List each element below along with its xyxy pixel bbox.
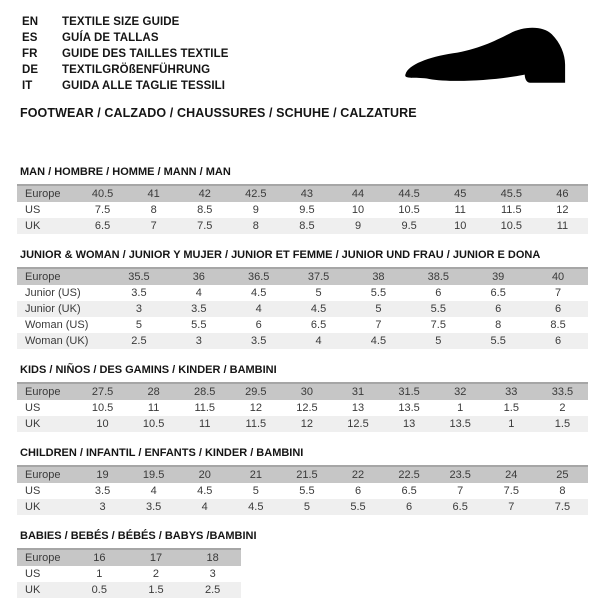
size-cell: 6 xyxy=(332,483,383,499)
row-label: Europe xyxy=(17,383,77,400)
size-cell: 9 xyxy=(332,218,383,234)
size-cell: 30 xyxy=(281,383,332,400)
size-cell: 19.5 xyxy=(128,466,179,483)
size-cell: 3.5 xyxy=(77,483,128,499)
size-cell: 1.5 xyxy=(128,582,185,598)
table-row xyxy=(17,383,588,400)
row-label: Europe xyxy=(17,185,77,202)
size-cell: 44.5 xyxy=(384,185,435,202)
size-cell: 5.5 xyxy=(281,483,332,499)
size-cell: 11.5 xyxy=(230,416,281,432)
size-cell: 4.5 xyxy=(179,483,230,499)
size-cell: 12 xyxy=(537,202,588,218)
size-cell: 11 xyxy=(435,202,486,218)
section-title-children: CHILDREN / INFANTIL / ENFANTS / KINDER / BAMBINI xyxy=(20,447,304,459)
size-cell: 1 xyxy=(435,400,486,416)
size-cell: 1 xyxy=(71,566,128,582)
section-man xyxy=(17,166,588,234)
size-cell: 23.5 xyxy=(435,466,486,483)
section-kids xyxy=(17,364,588,432)
size-cell: 6.5 xyxy=(435,499,486,515)
size-cell: 4.5 xyxy=(349,333,409,349)
size-cell: 10.5 xyxy=(486,218,537,234)
row-label: US xyxy=(17,400,77,416)
language-code: EN xyxy=(22,16,39,28)
size-cell: 7 xyxy=(349,317,409,333)
size-cell: 4 xyxy=(128,483,179,499)
row-label: Europe xyxy=(17,268,109,285)
dress-shoe-icon xyxy=(396,20,586,98)
size-cell: 3.5 xyxy=(229,333,289,349)
size-cell: 4.5 xyxy=(289,301,349,317)
language-text: GUÍA DE TALLAS xyxy=(62,32,159,44)
size-cell: 24 xyxy=(486,466,537,483)
table-row xyxy=(17,285,588,301)
size-cell: 10 xyxy=(435,218,486,234)
size-table-babies xyxy=(17,548,241,598)
size-cell: 6.5 xyxy=(289,317,349,333)
size-cell: 39 xyxy=(468,268,528,285)
size-cell: 6 xyxy=(229,317,289,333)
table-row xyxy=(17,185,588,202)
size-cell: 10.5 xyxy=(77,400,128,416)
size-cell: 10.5 xyxy=(128,416,179,432)
row-label: UK xyxy=(17,218,77,234)
size-cell: 7.5 xyxy=(486,483,537,499)
size-cell: 42 xyxy=(179,185,230,202)
size-cell: 6 xyxy=(528,333,588,349)
row-label: Junior (UK) xyxy=(17,301,109,317)
table-row xyxy=(17,499,588,515)
language-code: IT xyxy=(22,80,33,92)
language-code: DE xyxy=(22,64,39,76)
size-cell: 6.5 xyxy=(77,218,128,234)
size-cell: 13 xyxy=(384,416,435,432)
row-label: Europe xyxy=(17,549,71,566)
size-cell: 45 xyxy=(435,185,486,202)
size-cell: 11 xyxy=(537,218,588,234)
size-cell: 6 xyxy=(408,285,468,301)
size-table-junior-woman xyxy=(17,267,588,349)
size-cell: 4.5 xyxy=(230,499,281,515)
size-cell: 5.5 xyxy=(408,301,468,317)
size-cell: 36.5 xyxy=(229,268,289,285)
size-cell: 9.5 xyxy=(384,218,435,234)
size-cell: 18 xyxy=(184,549,241,566)
table-row xyxy=(17,466,588,483)
table-row xyxy=(17,268,588,285)
size-cell: 31.5 xyxy=(384,383,435,400)
size-table-man xyxy=(17,184,588,234)
size-cell: 40 xyxy=(528,268,588,285)
table-row xyxy=(17,333,588,349)
table-row xyxy=(17,218,588,234)
size-cell: 11.5 xyxy=(486,202,537,218)
section-title-man: MAN / HOMBRE / HOMME / MANN / MAN xyxy=(20,166,231,178)
size-cell: 4 xyxy=(229,301,289,317)
size-cell: 28 xyxy=(128,383,179,400)
size-cell: 37.5 xyxy=(289,268,349,285)
size-table-kids xyxy=(17,382,588,432)
size-cell: 5.5 xyxy=(349,285,409,301)
row-label: Woman (UK) xyxy=(17,333,109,349)
size-cell: 5 xyxy=(109,317,169,333)
size-cell: 7 xyxy=(486,499,537,515)
row-label: Woman (US) xyxy=(17,317,109,333)
size-table-children xyxy=(17,465,588,515)
size-cell: 28.5 xyxy=(179,383,230,400)
section-children xyxy=(17,447,588,515)
size-cell: 46 xyxy=(537,185,588,202)
size-cell: 5 xyxy=(349,301,409,317)
table-row xyxy=(17,317,588,333)
size-cell: 4 xyxy=(169,285,229,301)
size-cell: 0.5 xyxy=(71,582,128,598)
size-cell: 7 xyxy=(528,285,588,301)
size-cell: 8 xyxy=(230,218,281,234)
size-cell: 7.5 xyxy=(179,218,230,234)
size-cell: 45.5 xyxy=(486,185,537,202)
row-label: US xyxy=(17,566,71,582)
size-cell: 5.5 xyxy=(169,317,229,333)
size-cell: 1.5 xyxy=(537,416,588,432)
size-cell: 13.5 xyxy=(384,400,435,416)
size-cell: 22.5 xyxy=(384,466,435,483)
size-cell: 7.5 xyxy=(408,317,468,333)
size-cell: 6.5 xyxy=(384,483,435,499)
table-row xyxy=(17,483,588,499)
size-cell: 17 xyxy=(128,549,185,566)
table-row xyxy=(17,416,588,432)
size-cell: 9.5 xyxy=(281,202,332,218)
size-cell: 25 xyxy=(537,466,588,483)
section-junior-woman xyxy=(17,249,588,349)
size-cell: 5 xyxy=(289,285,349,301)
size-cell: 1.5 xyxy=(486,400,537,416)
row-label: US xyxy=(17,483,77,499)
size-cell: 42.5 xyxy=(230,185,281,202)
size-cell: 3.5 xyxy=(109,285,169,301)
size-cell: 12 xyxy=(230,400,281,416)
table-row xyxy=(17,301,588,317)
size-cell: 33.5 xyxy=(537,383,588,400)
size-cell: 12 xyxy=(281,416,332,432)
size-cell: 6 xyxy=(528,301,588,317)
size-cell: 12.5 xyxy=(281,400,332,416)
size-cell: 19 xyxy=(77,466,128,483)
table-row xyxy=(17,566,241,582)
size-cell: 21.5 xyxy=(281,466,332,483)
language-text: TEXTILGRÖßENFÜHRUNG xyxy=(62,64,211,76)
size-cell: 1 xyxy=(486,416,537,432)
size-cell: 8 xyxy=(128,202,179,218)
size-cell: 10 xyxy=(332,202,383,218)
size-cell: 5 xyxy=(230,483,281,499)
size-cell: 10.5 xyxy=(384,202,435,218)
table-row xyxy=(17,202,588,218)
category-title: FOOTWEAR / CALZADO / CHAUSSURES / SCHUHE / CALZATURE xyxy=(20,106,417,120)
section-title-kids: KIDS / NIÑOS / DES GAMINS / KINDER / BAMBINI xyxy=(20,364,277,376)
size-cell: 3 xyxy=(77,499,128,515)
size-cell: 38.5 xyxy=(408,268,468,285)
size-cell: 36 xyxy=(169,268,229,285)
size-cell: 6 xyxy=(384,499,435,515)
language-text: GUIDA ALLE TAGLIE TESSILI xyxy=(62,80,226,92)
table-row xyxy=(17,582,241,598)
row-label: US xyxy=(17,202,77,218)
size-cell: 31 xyxy=(332,383,383,400)
size-cell: 3 xyxy=(169,333,229,349)
row-label: UK xyxy=(17,416,77,432)
size-cell: 7 xyxy=(128,218,179,234)
size-cell: 38 xyxy=(349,268,409,285)
size-cell: 3 xyxy=(184,566,241,582)
section-title-junior-woman: JUNIOR & WOMAN / JUNIOR Y MUJER / JUNIOR ET FEMME / JUNIOR UND FRAU / JUNIOR E DONA xyxy=(20,249,541,261)
size-cell: 6 xyxy=(468,301,528,317)
size-cell: 27.5 xyxy=(77,383,128,400)
size-cell: 43 xyxy=(281,185,332,202)
size-cell: 3.5 xyxy=(169,301,229,317)
language-code: ES xyxy=(22,32,38,44)
size-cell: 2.5 xyxy=(109,333,169,349)
row-label: UK xyxy=(17,499,77,515)
size-cell: 8.5 xyxy=(281,218,332,234)
language-text: GUIDE DES TAILLES TEXTILE xyxy=(62,48,229,60)
size-cell: 11 xyxy=(179,416,230,432)
row-label: Junior (US) xyxy=(17,285,109,301)
size-cell: 8 xyxy=(537,483,588,499)
size-cell: 44 xyxy=(332,185,383,202)
size-cell: 40.5 xyxy=(77,185,128,202)
size-cell: 13 xyxy=(332,400,383,416)
size-cell: 4.5 xyxy=(229,285,289,301)
size-cell: 9 xyxy=(230,202,281,218)
size-cell: 2.5 xyxy=(184,582,241,598)
size-cell: 16 xyxy=(71,549,128,566)
size-cell: 3 xyxy=(109,301,169,317)
size-cell: 5 xyxy=(408,333,468,349)
size-cell: 8.5 xyxy=(179,202,230,218)
section-babies xyxy=(17,530,588,598)
size-cell: 4 xyxy=(179,499,230,515)
size-cell: 5.5 xyxy=(332,499,383,515)
size-cell: 7 xyxy=(435,483,486,499)
size-cell: 3.5 xyxy=(128,499,179,515)
row-label: UK xyxy=(17,582,71,598)
language-code: FR xyxy=(22,48,38,60)
size-cell: 35.5 xyxy=(109,268,169,285)
size-cell: 8.5 xyxy=(528,317,588,333)
size-cell: 6.5 xyxy=(468,285,528,301)
table-row xyxy=(17,400,588,416)
language-text: TEXTILE SIZE GUIDE xyxy=(62,16,180,28)
size-cell: 11.5 xyxy=(179,400,230,416)
table-row xyxy=(17,549,241,566)
size-cell: 22 xyxy=(332,466,383,483)
size-cell: 10 xyxy=(77,416,128,432)
size-cell: 20 xyxy=(179,466,230,483)
size-cell: 13.5 xyxy=(435,416,486,432)
size-cell: 29.5 xyxy=(230,383,281,400)
size-cell: 2 xyxy=(537,400,588,416)
row-label: Europe xyxy=(17,466,77,483)
size-cell: 7.5 xyxy=(77,202,128,218)
size-tables-area xyxy=(17,166,588,598)
size-cell: 11 xyxy=(128,400,179,416)
size-cell: 5.5 xyxy=(468,333,528,349)
section-title-babies: BABIES / BEBÉS / BÉBÉS / BABYS /BAMBINI xyxy=(20,530,257,542)
size-cell: 5 xyxy=(281,499,332,515)
size-cell: 4 xyxy=(289,333,349,349)
size-cell: 12.5 xyxy=(332,416,383,432)
size-cell: 7.5 xyxy=(537,499,588,515)
size-cell: 33 xyxy=(486,383,537,400)
size-cell: 2 xyxy=(128,566,185,582)
size-cell: 32 xyxy=(435,383,486,400)
size-cell: 21 xyxy=(230,466,281,483)
size-cell: 41 xyxy=(128,185,179,202)
size-cell: 8 xyxy=(468,317,528,333)
